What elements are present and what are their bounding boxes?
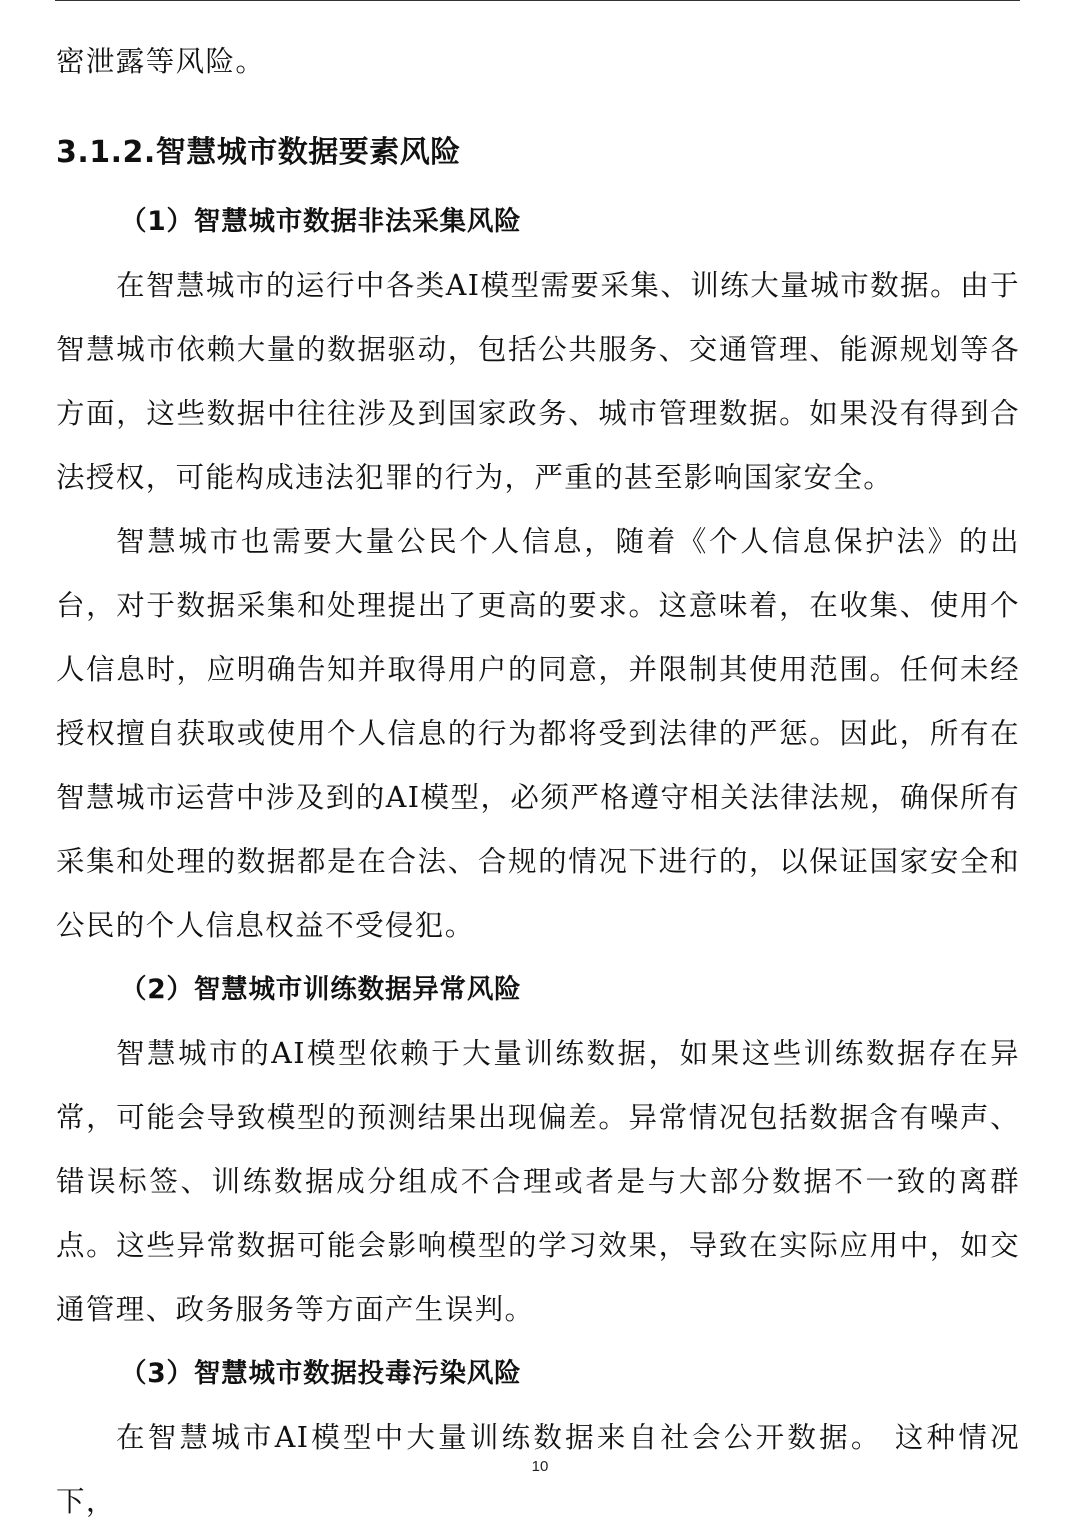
continuation-text: 密泄露等风险。 bbox=[56, 45, 266, 78]
subsection-heading-2: （2）智慧城市训练数据异常风险 bbox=[120, 974, 522, 1005]
page-top-rule bbox=[55, 0, 1020, 1]
paragraph: 在智慧城市AI模型中大量训练数据来自社会公开数据。 这种情况下， bbox=[56, 1421, 1020, 1518]
section-title: 3.1.2.智慧城市数据要素风险 bbox=[56, 135, 461, 170]
subsection-heading-1: （1）智慧城市数据非法采集风险 bbox=[120, 206, 522, 237]
paragraph: 在智慧城市的运行中各类AI模型需要采集、训练大量城市数据。由于智慧城市依赖大量的数据驱动，包括公共服务、交通管理、能源规划等各方面，这些数据中往往涉及到国家政务、城市管理数据。如果没有得到合法授权，可能构成违法犯罪的行为，严重的甚至影响国家安全。 bbox=[56, 269, 1020, 494]
paragraph: 智慧城市也需要大量公民个人信息，随着《个人信息保护法》的出台，对于数据采集和处理提出了更高的要求。这意味着，在收集、使用个人信息时，应明确告知并取得用户的同意，并限制其使用范围。任何未经授权擅自获取或使用个人信息的行为都将受到法律的严惩。因此，所有在智慧城市运营中涉及到的AI模型，必须严格遵守相关法律法规，确保所有采集和处理的数据都是在合法、合规的情况下进行的，以保证国家安全和公民的个人信息权益不受侵犯。 bbox=[56, 525, 1020, 942]
subsection-heading-3: （3）智慧城市数据投毒污染风险 bbox=[120, 1358, 522, 1389]
paragraph: 智慧城市的AI模型依赖于大量训练数据，如果这些训练数据存在异常，可能会导致模型的预测结果出现偏差。异常情况包括数据含有噪声、错误标签、训练数据成分组成不合理或者是与大部分数据不一致的离群点。这些异常数据可能会影响模型的学习效果，导致在实际应用中，如交通管理、政务服务等方面产生误判。 bbox=[56, 1037, 1020, 1326]
document-body bbox=[56, 30, 1020, 1534]
page-number: 10 bbox=[531, 1458, 549, 1475]
